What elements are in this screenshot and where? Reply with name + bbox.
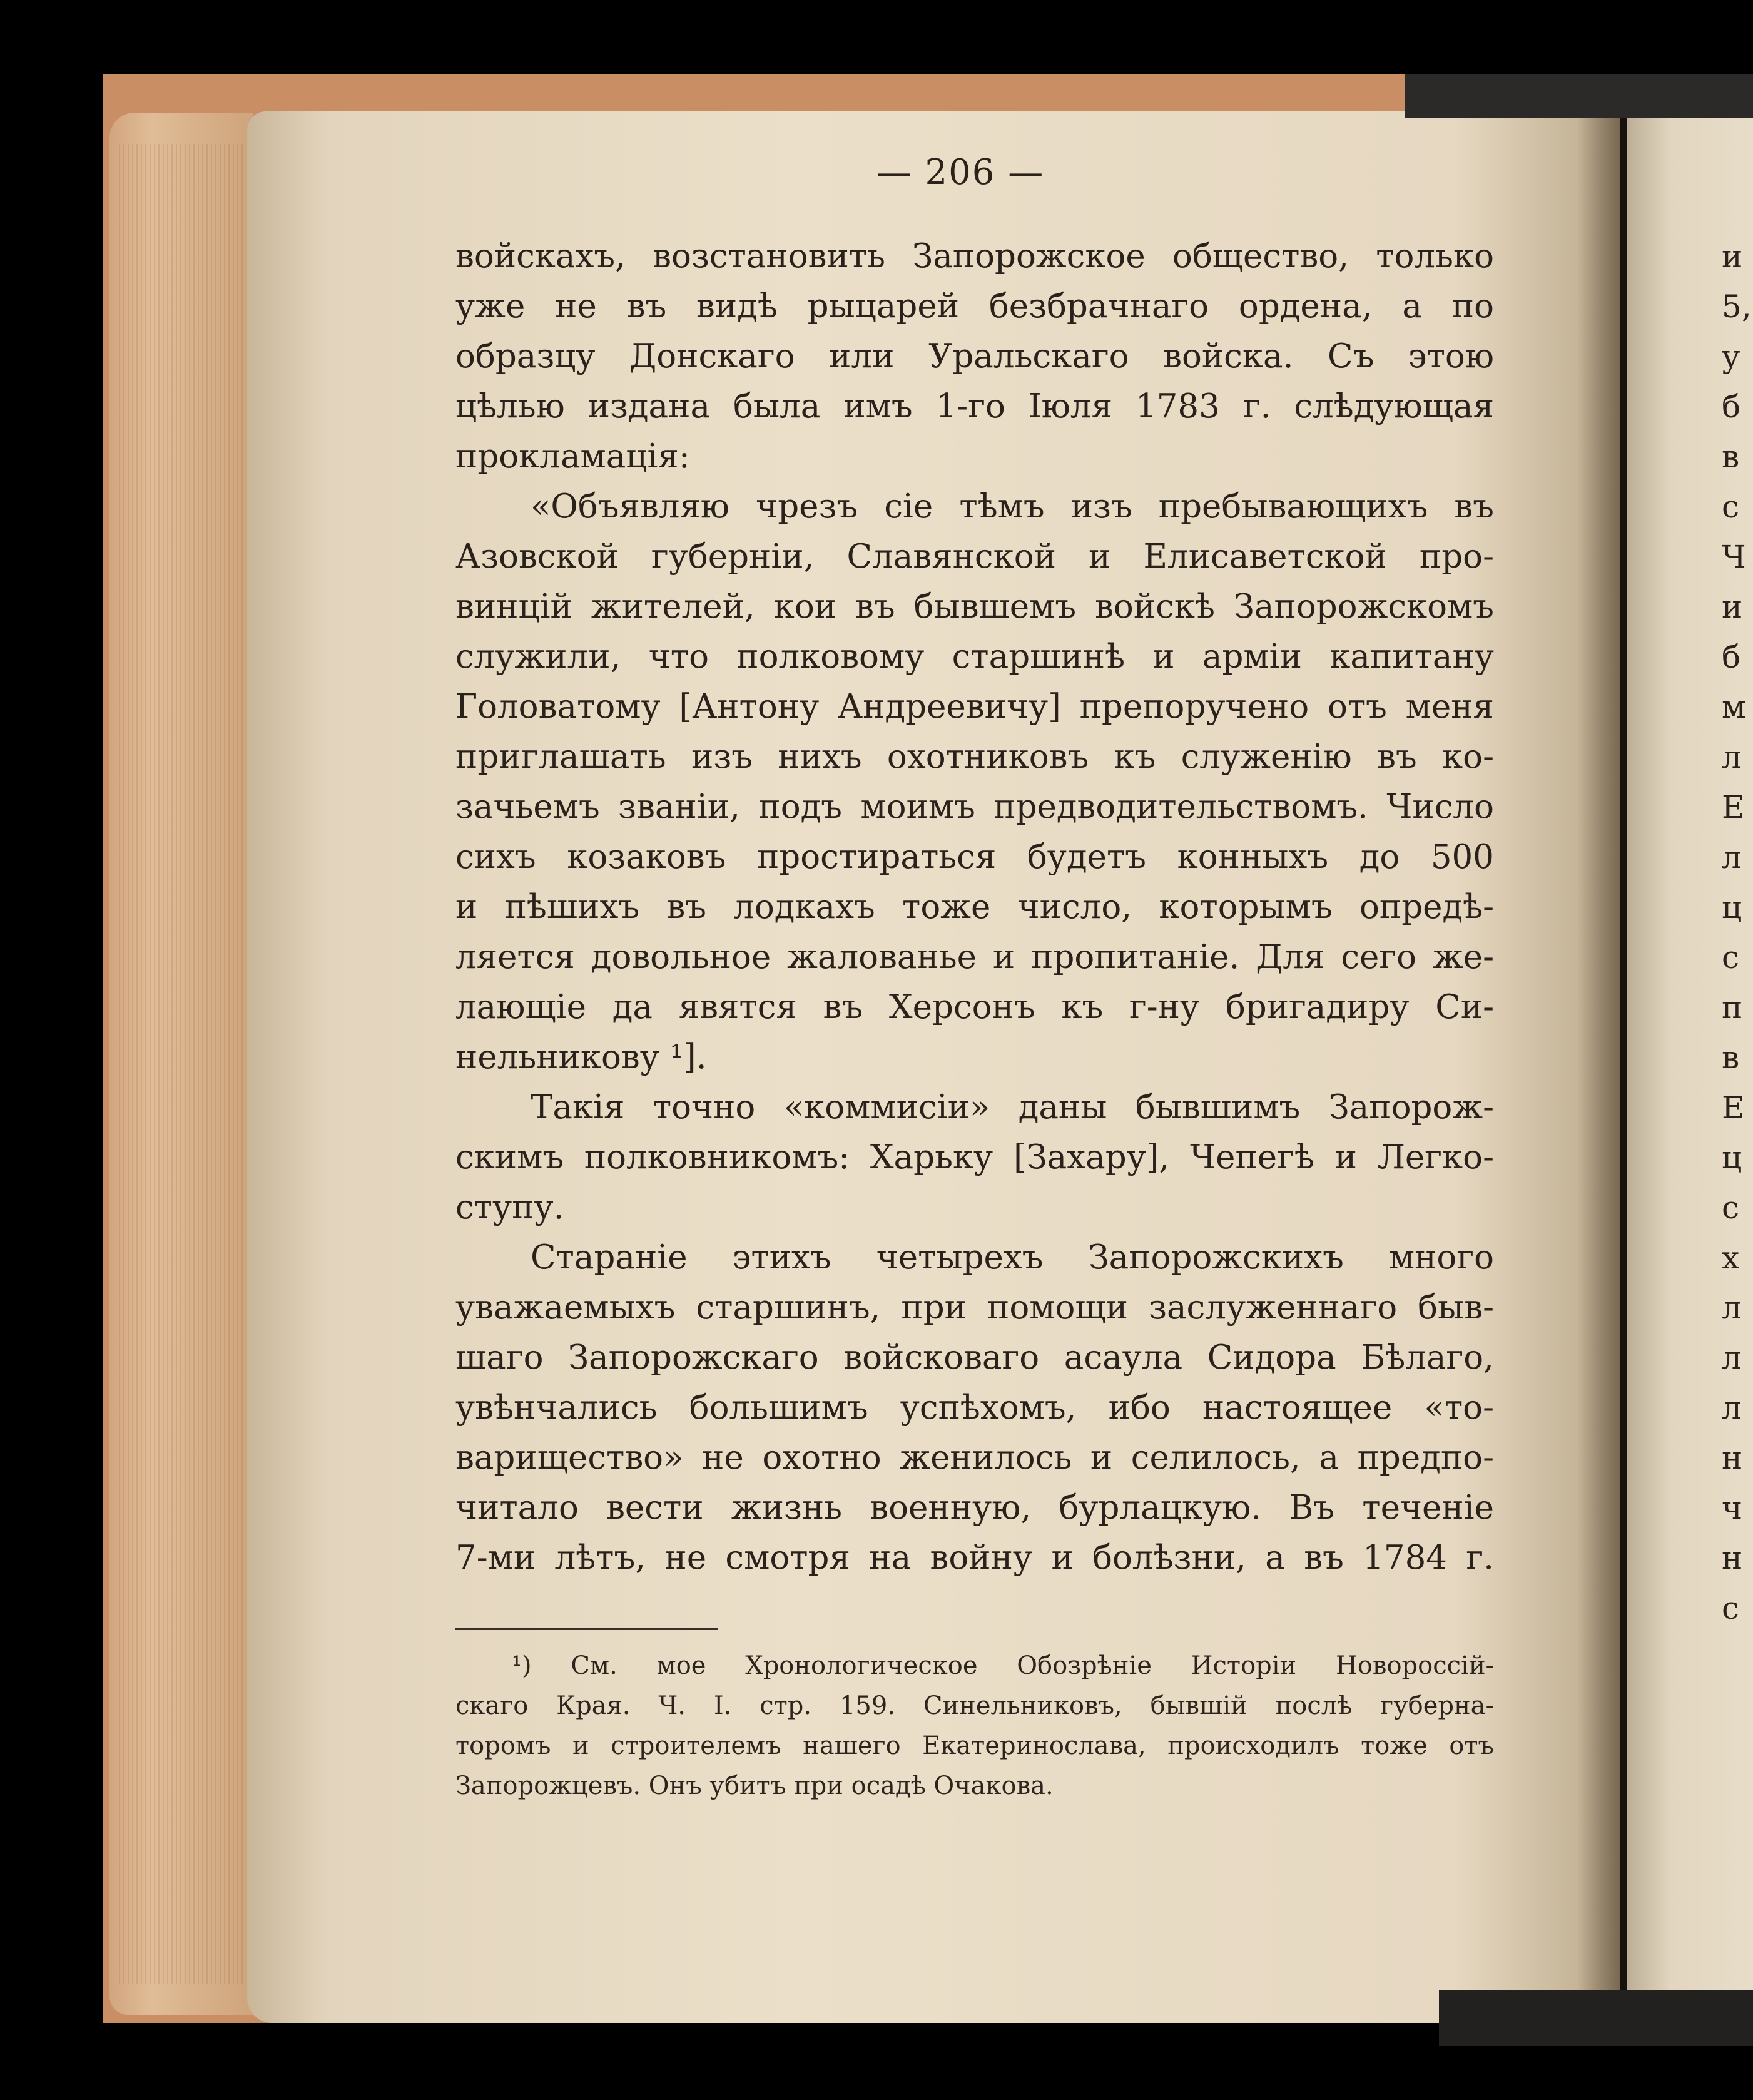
right-page-char: л [1722,739,1742,775]
right-page-char: б [1722,639,1741,675]
right-page-char: л [1722,839,1742,875]
right-page-text [1722,232,1752,1633]
text-line: и пѣшихъ въ лодкахъ тоже число, которымъ опредѣ- [455,888,1494,926]
right-page-char: ц [1722,889,1742,925]
right-page-char: б [1722,389,1741,425]
text-line: зачьемъ званіи, подъ моимъ предводительствомъ. Число [455,788,1494,826]
binding-cloth-top [1405,74,1753,118]
text-line: Азовской губерніи, Славянской и Елисаветской про- [455,538,1494,576]
right-page-char: с [1722,1190,1740,1226]
right-page-char: ц [1722,1139,1742,1176]
right-page-char: н [1722,1440,1743,1476]
footnote-line: ¹) См. мое Хронологическое Обозрѣніе Исторіи Новороссій- [512,1651,1494,1680]
right-page-char: ч [1722,1490,1743,1526]
right-page-char: х [1722,1240,1740,1276]
right-page-char: л [1722,1290,1742,1326]
text-line: ляется довольное жалованье и пропитаніе. Для сего же- [455,938,1494,976]
text-line: уже не въ видѣ рыцарей безбрачнаго ордена, а по [455,287,1494,325]
text-line: войскахъ, возстановить Запорожское общество, только [455,237,1494,275]
text-line: винцій жителей, кои въ бывшемъ войскѣ Запорожскомъ [455,588,1494,626]
right-page-char: Ч [1722,539,1746,575]
text-line: Головатому [Антону Андреевичу] препоручено отъ меня [455,688,1494,726]
text-line: сихъ козаковъ простираться будетъ конныхъ до 500 [455,838,1494,876]
footnote-line: торомъ и строителемъ нашего Екатеринослава, происходилъ тоже отъ [455,1731,1494,1760]
footnote-line: скаго Края. Ч. I. стр. 159. Синельниковъ, бывшій послѣ губерна- [455,1691,1494,1720]
right-page-char: и [1722,589,1743,625]
text-line: цѣлью издана была имъ 1-го Іюля 1783 г. слѣдующая [455,387,1494,426]
right-page-char: с [1722,1590,1740,1626]
text-line: образцу Донскаго или Уральскаго войска. Съ этою [455,337,1494,375]
right-page-char: в [1722,1039,1740,1076]
binding-cloth-bottom [1439,1990,1753,2046]
text-line: уважаемыхъ старшинъ, при помощи заслуженнаго быв- [455,1288,1494,1327]
text-line: «Объявляю чрезъ сіе тѣмъ изъ пребывающихъ въ [531,487,1494,526]
footnote-line: Запорожцевъ. Онъ убитъ при осадѣ Очакова. [455,1771,1054,1800]
right-page-char: с [1722,939,1740,976]
text-line: 7-ми лѣтъ, не смотря на войну и болѣзни, а въ 1784 г. [455,1539,1494,1577]
footnote-rule [455,1628,718,1630]
right-page-char: л [1722,1390,1742,1426]
text-line: шаго Запорожскаго войсковаго асаула Сидора Бѣлаго, [455,1338,1494,1377]
text-line: приглашать изъ нихъ охотниковъ къ служенію въ ко- [455,738,1494,776]
text-line: ступу. [455,1188,564,1226]
text-line: читало вести жизнь военную, бурлацкую. Въ теченіе [455,1489,1494,1527]
right-page-char: у [1722,339,1740,375]
footnote [455,1646,1494,1806]
text-line: прокламація: [455,437,690,476]
text-line: нельникову ¹]. [455,1038,707,1076]
page-number: — 206 — [876,152,1045,193]
right-page-char: и [1722,238,1743,275]
text-line: скимъ полковникомъ: Харьку [Захару], Чепегѣ и Легко- [455,1138,1494,1176]
right-page-char: п [1722,989,1743,1026]
body-text [455,232,1494,1583]
text-line: лающіе да явятся въ Херсонъ къ г-ну бригадиру Си- [455,988,1494,1026]
text-line: увѣнчались большимъ успѣхомъ, ибо настоящее «то- [455,1389,1494,1427]
right-page-char: м [1722,689,1746,725]
text-line: варищество» не охотно женилось и селилось, а предпо- [455,1439,1494,1477]
right-page-char: 5, [1722,288,1752,325]
right-page-char: с [1722,489,1740,525]
text-line: Такія точно «коммисіи» даны бывшимъ Запорож- [531,1088,1494,1126]
right-page-char: в [1722,439,1740,475]
right-page-char: л [1722,1340,1742,1376]
page-block-lines [119,144,244,1984]
text-line: Стараніе этихъ четырехъ Запорожскихъ много [531,1238,1494,1277]
right-page-char: н [1722,1540,1743,1576]
right-page-char: Е [1722,1089,1745,1126]
text-line: служили, что полковому старшинѣ и арміи капитану [455,638,1494,676]
right-page-char: Е [1722,789,1745,825]
